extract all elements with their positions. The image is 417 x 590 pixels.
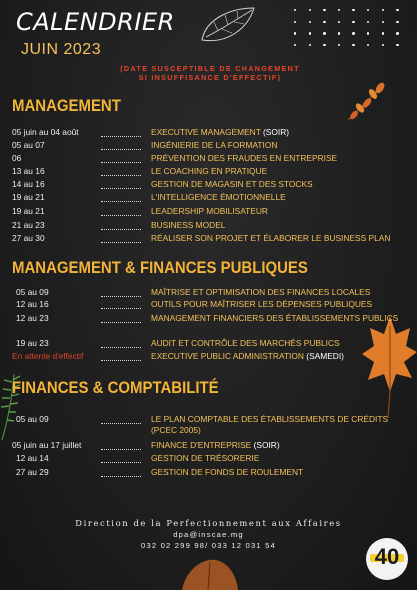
- decoration-dot: [382, 32, 384, 34]
- course-title[interactable]: [151, 206, 409, 217]
- course-title-text: GESTION DE MAGASIN ET DES STOCKS: [151, 179, 313, 189]
- decoration-dot: [367, 32, 369, 34]
- course-row: [0, 313, 417, 324]
- course-date: 05 au 09: [16, 414, 49, 424]
- course-title[interactable]: [151, 313, 409, 324]
- decoration-dot: [323, 32, 325, 34]
- dotted-leader: [101, 443, 141, 450]
- badge-number: 40: [374, 544, 400, 569]
- leaf-outline-icon: [192, 2, 262, 52]
- autumn-twig-icon: [340, 76, 390, 126]
- course-row: [0, 192, 417, 203]
- footer-phones: 032 02 299 98/ 033 12 031 54: [141, 541, 276, 550]
- dotted-leader: [101, 156, 141, 163]
- course-title-text: EXECUTIVE PUBLIC ADMINISTRATION: [151, 351, 304, 361]
- decoration-dot: [382, 9, 384, 11]
- decoration-dot: [309, 9, 311, 11]
- course-title[interactable]: [151, 299, 409, 310]
- dotted-leader: [101, 302, 141, 309]
- course-title-text: PRÉVENTION DES FRAUDES EN ENTREPRISE: [151, 153, 338, 163]
- decoration-dot: [352, 32, 354, 34]
- course-row: [0, 440, 417, 451]
- decoration-dot: [382, 44, 384, 46]
- decoration-dot: [367, 21, 369, 23]
- course-title-text: GESTION DE TRÉSORERIE: [151, 453, 260, 463]
- dotted-leader: [101, 316, 141, 323]
- course-row: [0, 153, 417, 164]
- dotted-leader: [101, 143, 141, 150]
- course-title-text: MANAGEMENT FINANCIERS DES ÉTABLISSEMENTS PUBLICS: [151, 313, 399, 323]
- course-title[interactable]: [151, 166, 409, 177]
- dotted-leader: [101, 130, 141, 137]
- dotted-leader: [101, 456, 141, 463]
- footer-email[interactable]: dpa@inscae.mg: [173, 530, 244, 539]
- decoration-dot: [396, 9, 398, 11]
- course-schedule-note: (SOIR): [260, 127, 290, 137]
- course-row: [0, 351, 417, 362]
- section-heading-comptabilite: FINANCES & COMPTABILITÉ: [12, 378, 219, 397]
- course-row: [0, 206, 417, 217]
- course-title-text: MAÎTRISE ET OPTIMISATION DES FINANCES LOCALES: [151, 287, 371, 297]
- section-heading-management: MANAGEMENT: [12, 96, 121, 115]
- course-row: [0, 179, 417, 190]
- decoration-dot: [352, 9, 354, 11]
- dotted-leader: [101, 354, 141, 361]
- dotted-leader: [101, 341, 141, 348]
- decoration-dot: [338, 21, 340, 23]
- course-date: En attente d'effectif: [12, 351, 84, 361]
- notice-line-2: SI INSUFFISANCE D'EFFECTIF): [138, 73, 282, 82]
- course-date: 05 juin au 04 août: [12, 127, 79, 137]
- dotted-leader: [101, 169, 141, 176]
- course-title[interactable]: [151, 179, 409, 190]
- course-title-text: AUDIT ET CONTRÔLE DES MARCHÉS PUBLICS: [151, 338, 340, 348]
- decoration-dot: [294, 44, 296, 46]
- course-row: [0, 467, 417, 478]
- decoration-dot: [338, 32, 340, 34]
- course-title[interactable]: [151, 351, 409, 362]
- course-title[interactable]: [151, 220, 409, 231]
- page-title: CALENDRIER: [16, 8, 175, 36]
- maple-leaf-icon: [350, 312, 417, 422]
- course-row: [0, 166, 417, 177]
- course-date: 05 au 09: [16, 287, 49, 297]
- course-title-text: INGÉNIERIE DE LA FORMATION: [151, 140, 278, 150]
- course-title-text: LE COACHING EN PRATIQUE: [151, 166, 268, 176]
- decoration-dot: [396, 21, 398, 23]
- decoration-dot: [294, 32, 296, 34]
- decoration-dot: [382, 21, 384, 23]
- course-date: 06: [12, 153, 22, 163]
- course-title[interactable]: [151, 414, 409, 436]
- course-title[interactable]: [151, 233, 409, 244]
- course-title[interactable]: [151, 440, 409, 451]
- course-title-text: FINANCE D'ENTREPRISE: [151, 440, 252, 450]
- course-title-text: L'INTELLIGENCE ÉMOTIONNELLE: [151, 192, 286, 202]
- course-date: 19 au 23: [16, 338, 49, 348]
- course-title[interactable]: [151, 453, 409, 464]
- course-title-text: OUTILS POUR MAÎTRISER LES DÉPENSES PUBLIQUES: [151, 299, 373, 309]
- course-schedule-note: (SAMEDI): [303, 351, 344, 361]
- course-row: [0, 233, 417, 244]
- course-title[interactable]: [151, 467, 409, 478]
- course-schedule-note: (SOIR): [251, 440, 280, 450]
- dotted-leader: [101, 195, 141, 202]
- dotted-leader: [101, 290, 141, 297]
- decoration-dot: [294, 21, 296, 23]
- decoration-dot: [323, 9, 325, 11]
- course-date: 05 au 07: [12, 140, 45, 150]
- course-title-text: RÉALISER SON PROJET ET ÉLABORER LE BUSINESS PLAN: [151, 233, 391, 243]
- course-date: 19 au 21: [12, 192, 45, 202]
- dotted-leader: [101, 223, 141, 230]
- course-date: 05 juin au 17 juillet: [12, 440, 82, 450]
- course-date: 12 au 14: [16, 453, 49, 463]
- course-date: 13 au 16: [12, 166, 45, 176]
- course-row: [0, 140, 417, 151]
- course-title[interactable]: [151, 287, 409, 298]
- course-row: [0, 338, 417, 349]
- course-title-text: GESTION DE FONDS DE ROULEMENT: [151, 467, 304, 477]
- course-row: [0, 287, 417, 298]
- course-date: 12 au 23: [16, 313, 49, 323]
- dotted-leader: [101, 182, 141, 189]
- footer-direction: Direction de la Perfectionnement aux Affaires: [75, 518, 342, 528]
- decoration-dot: [338, 44, 340, 46]
- dotted-leader: [101, 236, 141, 243]
- course-title-text: LE PLAN COMPTABLE DES ÉTABLISSEMENTS DE CRÉDITS (PCEC 2005): [151, 414, 389, 435]
- section-heading-finances-publiques: MANAGEMENT & FINANCES PUBLIQUES: [12, 258, 308, 277]
- course-date: 27 au 29: [16, 467, 49, 477]
- month-label: JUIN 2023: [21, 41, 102, 58]
- course-date: 27 au 30: [12, 233, 45, 243]
- course-date: 19 au 21: [12, 206, 45, 216]
- dotted-leader: [101, 470, 141, 477]
- dotted-leader: [101, 417, 141, 424]
- anniversary-badge: [366, 538, 408, 580]
- course-row: [0, 453, 417, 464]
- bottom-leaf-icon: [176, 556, 240, 590]
- decoration-dot: [352, 21, 354, 23]
- course-row: [0, 414, 417, 435]
- course-title[interactable]: [151, 192, 409, 203]
- course-title[interactable]: [151, 127, 409, 138]
- decoration-dot: [309, 21, 311, 23]
- course-row: [0, 220, 417, 231]
- course-date: 12 au 16: [16, 299, 49, 309]
- decoration-dot: [396, 32, 398, 34]
- decoration-dot: [294, 9, 296, 11]
- decoration-dot: [323, 21, 325, 23]
- decoration-dot: [367, 44, 369, 46]
- dotted-leader: [101, 209, 141, 216]
- course-row: [0, 127, 417, 138]
- decoration-dot: [323, 44, 325, 46]
- decoration-dot: [338, 9, 340, 11]
- decoration-dot: [352, 44, 354, 46]
- decoration-dot: [396, 44, 398, 46]
- notice-line-1: (DATE SUSCEPTIBLE DE CHANGEMENT: [120, 64, 300, 73]
- decoration-dot: [367, 9, 369, 11]
- course-date: 14 au 16: [12, 179, 45, 189]
- course-title-text: LEADERSHIP MOBILISATEUR: [151, 206, 268, 216]
- course-title-text: BUSINESS MODEL: [151, 220, 226, 230]
- course-title-text: EXECUTIVE MANAGEMENT: [151, 127, 261, 137]
- decoration-dot: [309, 32, 311, 34]
- course-title[interactable]: [151, 140, 409, 151]
- course-date: 21 au 23: [12, 220, 45, 230]
- decoration-dot: [309, 44, 311, 46]
- course-row: [0, 299, 417, 310]
- course-title[interactable]: [151, 338, 409, 349]
- course-title[interactable]: [151, 153, 409, 164]
